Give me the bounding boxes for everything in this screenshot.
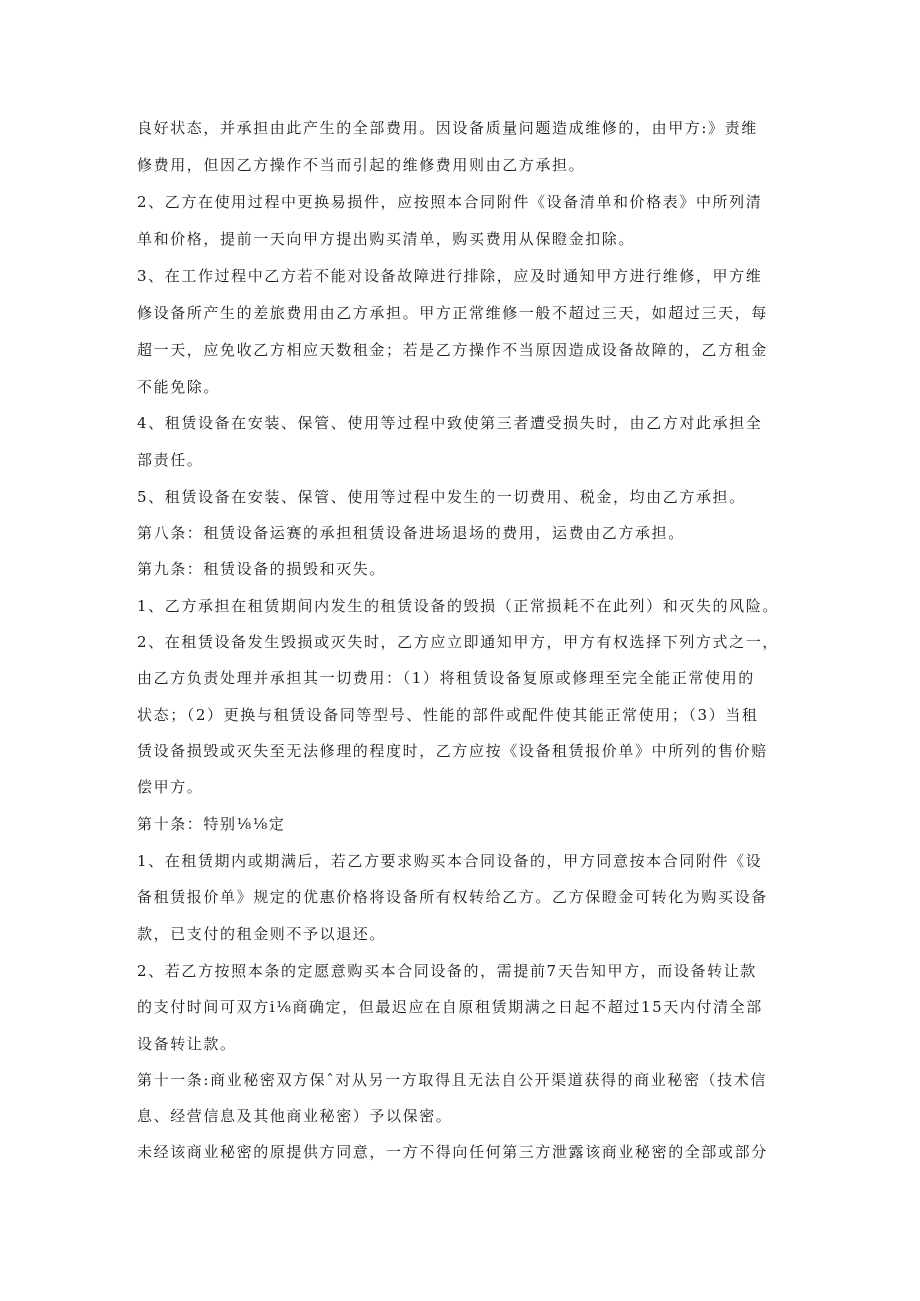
text-line: 4、租赁设备在安装、保管、使用等过程中致使第三者遭受损失时，由乙方对此承担全 [137,414,763,432]
text-line: 良好状态，并承担由此产生的全部费用。因设备质量问题造成维修的，由甲方:》责维 [137,119,758,137]
text-line: 状态；（2）更换与租赁设备同等型号、性能的部件或配件使其能正常使用；（3）当租 [137,706,759,724]
text-line: 5、租赁设备在安装、保管、使用等过程中发生的一切费用、税金，均由乙方承担。 [137,488,746,506]
text-line: 单和价格，提前一天向甲方提出购买清单，购买费用从保瞪金扣除。 [137,230,636,248]
text-line: 3、在工作过程中乙方若不能对设备故障进行排除，应及时通知甲方进行维修，甲方维 [137,267,763,285]
text-line: 备租赁报价单》规定的优惠价格将设备所有权转给乙方。乙方保瞪金可转化为购买设备 [137,888,768,906]
text-line: 2、若乙方按照本条的定愿意购买本合同设备的，需提前7天告知甲方，而设备转让款 [137,962,757,980]
text-line: 第十条：特别⅛⅛定 [137,815,286,833]
text-line: 息、经营信息及其他商业秘密）予以保密。 [137,1107,453,1125]
text-line: 1、乙方承担在租赁期间内发生的租赁设备的毁损（正常损耗不在此列）和灭失的风险。 [137,597,779,615]
text-line: 修费用，但因乙方操作不当而引起的维修费用则由乙方承担。 [137,156,586,174]
text-line: 款，已支付的租金则不予以退还。 [137,925,387,943]
text-line: 由乙方负责处理并承担其一切费用：（1）将租赁设备复原或修理至完全能正常使用的 [137,669,755,687]
text-line: 第十一条:商业秘密双方保ˆ对从另一方取得且无法自公开渠道获得的商业秘密（技术信 [137,1071,767,1089]
text-line: 第八条：租赁设备运赛的承担租赁设备进场退场的费用，运费由乙方承担。 [137,524,685,542]
text-line: 部责任。 [137,451,204,469]
text-line: 超一天，应免收乙方相应天数租金；若是乙方操作不当原因造成设备故障的，乙方租金 [137,341,768,359]
text-line: 2、在租赁设备发生毁损或灭失时，乙方应立即通知甲方，甲方有权选择下列方式之一， [137,633,779,651]
text-line: 修设备所产生的差旅费用由乙方承担。甲方正常维修一般不超过三天，如超过三天，每 [137,304,768,322]
text-line: 未经该商业秘密的原提供方同意，一方不得向任何第三方泄露该商业秘密的全部或部分 [137,1143,768,1161]
text-line: 第九条：租赁设备的损毁和灭失。 [137,560,387,578]
text-line: 2、乙方在使用过程中更换易损件，应按照本合同附件《设备清单和价格表》中所列清 [137,193,763,211]
text-line: 赁设备损毁或灭失至无法修理的程度时，乙方应按《设备租赁报价单》中所列的售价赔 [137,742,768,760]
text-line: 的支付时间可双方i⅛商确定，但最迟应在自原租赁期满之日起不超过15天内付清全部 [137,998,763,1016]
text-line: 不能免除。 [137,378,221,396]
text-line: 1、在租赁期内或期满后，若乙方要求购买本合同设备的，甲方同意按本合同附件《设 [137,852,763,870]
text-line: 偿甲方。 [137,778,204,796]
text-line: 设备转让款。 [137,1035,237,1053]
